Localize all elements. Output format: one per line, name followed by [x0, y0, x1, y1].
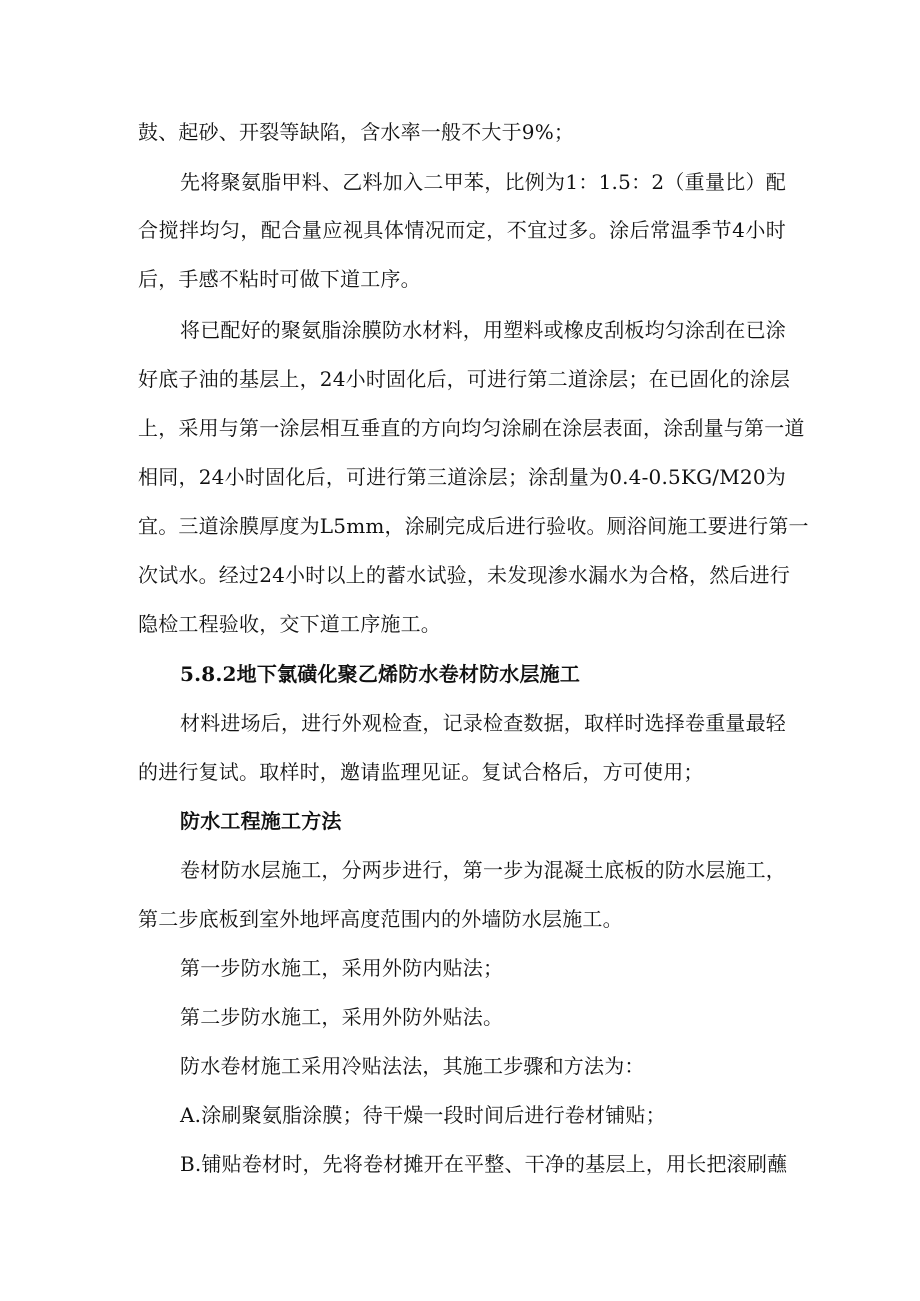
text-line: 第二步防水施工，采用外防外贴法。	[180, 1005, 504, 1029]
text-line: 上，采用与第一涂层相互垂直的方向均匀涂刷在涂层表面，涂刮量与第一道	[138, 416, 805, 440]
section-heading: 5.8.2地下氯磺化聚乙烯防水卷材防水层施工	[180, 662, 581, 686]
text-line: 的进行复试。取样时，邀请监理见证。复试合格后，方可使用；	[138, 760, 704, 784]
paragraph-first-line: 卷材防水层施工，分两步进行，第一步为混凝土底板的防水层施工，	[180, 858, 786, 882]
text-line: 好底子油的基层上，24小时固化后，可进行第二道涂层；在已固化的涂层	[138, 367, 791, 391]
paragraph-first-line: 先将聚氨脂甲料、乙料加入二甲苯，比例为1：1.5：2（重量比）配	[180, 170, 786, 194]
text-line: 防水卷材施工采用冷贴法法，其施工步骤和方法为：	[180, 1054, 645, 1078]
list-item: A.涂刷聚氨脂涂膜；待干燥一段时间后进行卷材铺贴；	[180, 1103, 666, 1127]
text-line: 相同，24小时固化后，可进行第三道涂层；涂刮量为0.4-0.5KG/M20为	[138, 465, 786, 489]
text-line: 次试水。经过24小时以上的蓄水试验，未发现渗水漏水为合格，然后进行	[138, 563, 791, 587]
text-line: 鼓、起砂、开裂等缺陷，含水率一般不大于9%；	[138, 120, 575, 144]
paragraph-first-line: 将已配好的聚氨脂涂膜防水材料，用塑料或橡皮刮板均匀涂刮在已涂	[180, 318, 786, 342]
text-line: 宜。三道涂膜厚度为L5mm，涂刷完成后进行验收。厕浴间施工要进行第一	[138, 514, 809, 538]
text-line: 第一步防水施工，采用外防内贴法；	[180, 956, 504, 980]
text-line: 合搅拌均匀，配合量应视具体情况而定，不宜过多。涂后常温季节4小时	[138, 218, 786, 242]
paragraph-first-line: 材料进场后，进行外观检查，记录检查数据，取样时选择卷重量最轻	[180, 711, 786, 735]
text-line: 后，手感不粘时可做下道工序。	[138, 267, 421, 291]
text-line: 隐检工程验收，交下道工序施工。	[138, 612, 441, 636]
list-item: B.铺贴卷材时，先将卷材摊开在平整、干净的基层上，用长把滚刷蘸	[180, 1152, 788, 1176]
subsection-heading: 防水工程施工方法	[180, 809, 342, 833]
text-line: 第二步底板到室外地坪高度范围内的外墙防水层施工。	[138, 907, 623, 931]
